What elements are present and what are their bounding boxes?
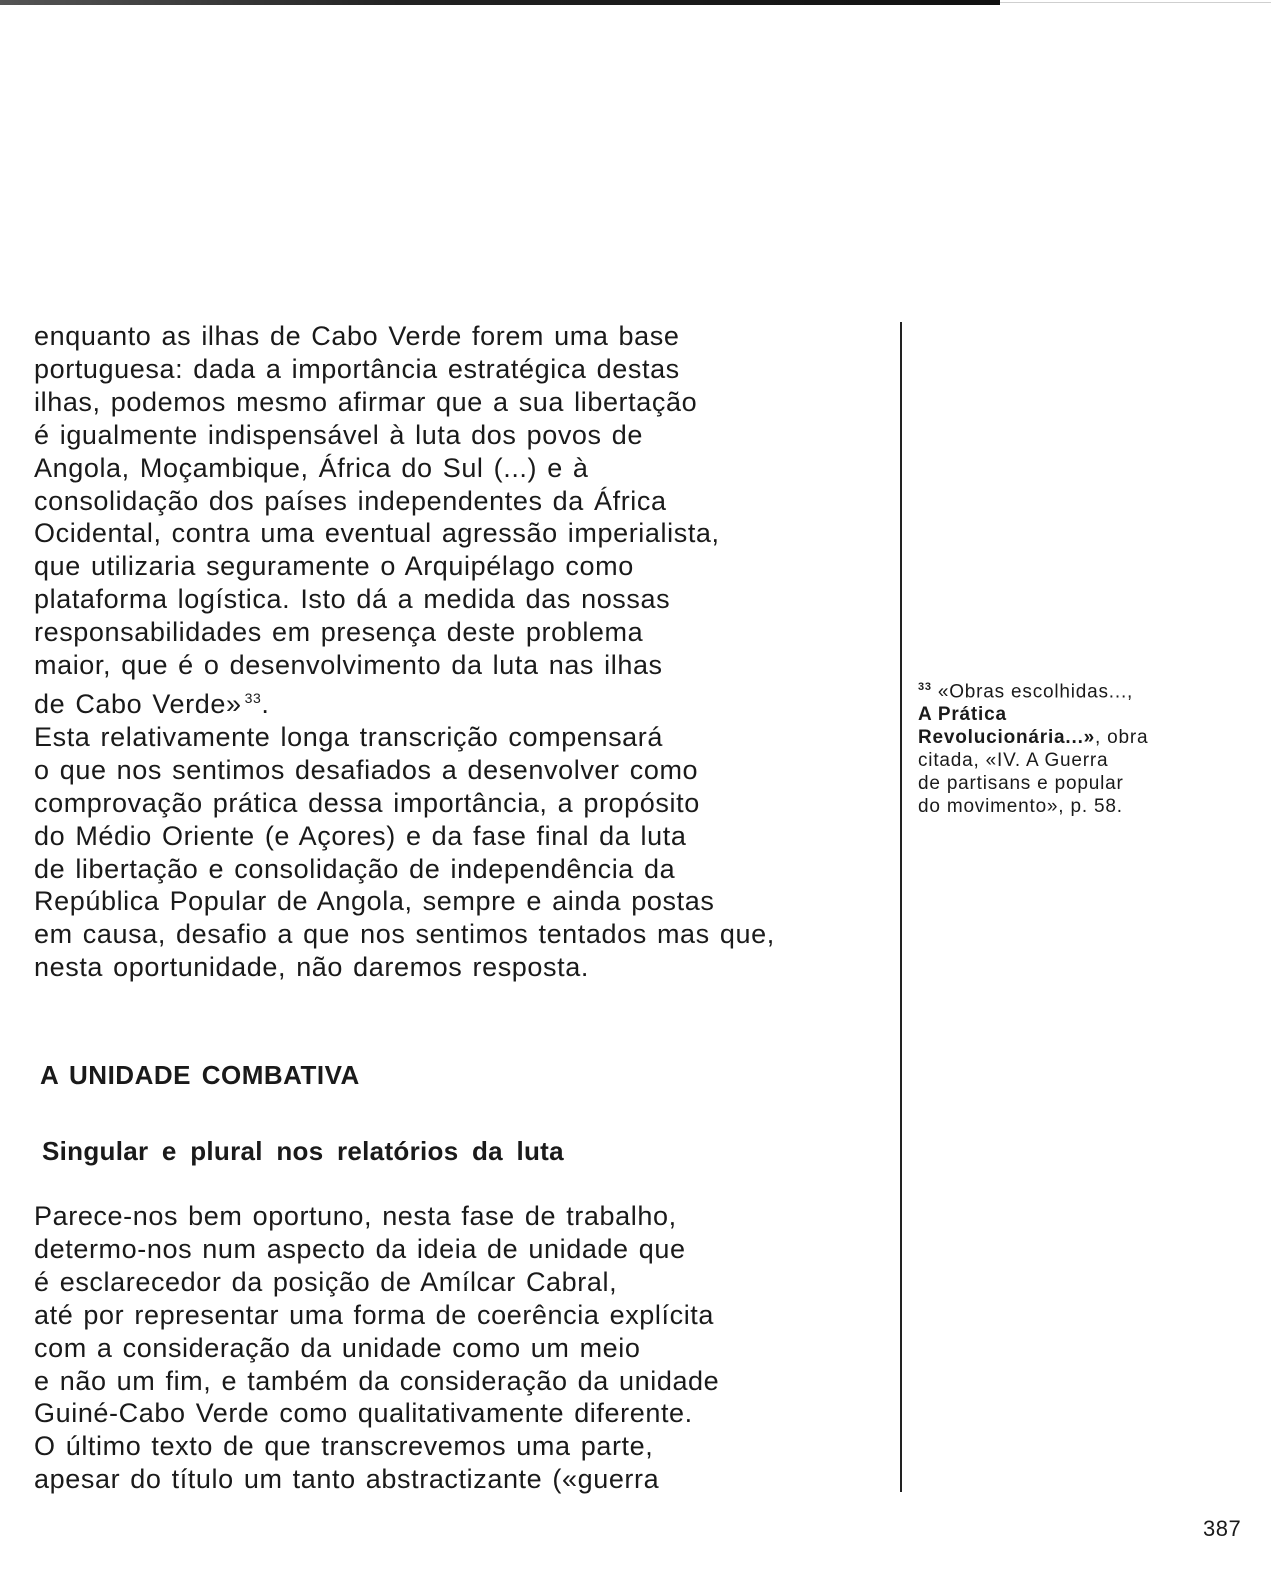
text-line: responsabilidades em presença deste problema (34, 617, 644, 648)
text-line: com a consideração da unidade como um meio (34, 1332, 641, 1363)
text-line: nesta oportunidade, não daremos resposta. (34, 952, 589, 983)
text-line: Angola, Moçambique, África do Sul (...) e à (34, 452, 589, 483)
page-number: 387 (1203, 1516, 1242, 1541)
footnote-line: de partisans e popular (918, 773, 1124, 795)
text-line: O último texto de que transcrevemos uma parte, (34, 1431, 654, 1462)
text-line: o que nos sentimos desafiados a desenvolver como (34, 754, 699, 785)
text-line: é igualmente indispensável à luta dos povos de (34, 419, 643, 450)
subsection-heading: Singular e plural nos relatórios da luta (42, 1136, 564, 1166)
text-line: e não um fim, e também da consideração da unidade (34, 1365, 720, 1396)
text-line: maior, que é o desenvolvimento da luta nas ilhas (34, 650, 663, 681)
text-line: plataforma logística. Isto dá a medida das nossas (34, 584, 671, 615)
footnote-line: citada, «IV. A Guerra (918, 750, 1109, 772)
text-line: determo-nos num aspecto da ideia de unidade que (34, 1233, 686, 1264)
main-text-block-lower (34, 1200, 884, 1496)
section-heading: A UNIDADE COMBATIVA (40, 1060, 360, 1090)
text-line: República Popular de Angola, sempre e ainda postas (34, 886, 715, 917)
text-line: em causa, desafio a que nos sentimos tentados mas que, (34, 919, 775, 950)
footnote-text: «Obras escolhidas..., (937, 681, 1134, 703)
text-line: enquanto as ilhas de Cabo Verde forem uma base (34, 321, 680, 351)
text-line: ilhas, podemos mesmo afirmar que a sua libertação (34, 386, 698, 417)
text-line: consolidação dos países independentes da África (34, 485, 667, 516)
text-line: Esta relativamente longa transcrição compensará (34, 721, 663, 752)
text-line: portuguesa: dada a importância estratégica destas (34, 353, 680, 384)
scan-edge-bar (0, 0, 1000, 5)
footnote-line (918, 726, 1218, 749)
text-line: comprovação prática dessa importância, a propósito (34, 787, 700, 818)
quote-end-punctuation: . (261, 688, 270, 719)
footnote-33 (918, 676, 1218, 818)
text-line: até por representar uma forma de coerência explícita (34, 1299, 715, 1330)
text-line: é esclarecedor da posição de Amílcar Cabral, (34, 1266, 618, 1297)
footnote-text: , obra (1095, 727, 1149, 749)
text-line: de libertação e consolidação de independência da (34, 853, 676, 884)
footnote-reference[interactable]: 33 (244, 689, 262, 706)
footnote-line (918, 676, 1218, 703)
scan-edge-line (1000, 2, 1271, 3)
quote-end-text: de Cabo Verde» (34, 688, 242, 719)
main-text-block-upper (34, 320, 884, 984)
text-line: do Médio Oriente (e Açores) e da fase final da luta (34, 820, 687, 851)
column-divider (900, 322, 902, 1492)
text-line: Parece-nos bem oportuno, nesta fase de trabalho, (34, 1201, 677, 1231)
text-line: apesar do título um tanto abstractizante («guerra (34, 1464, 660, 1495)
text-line: Ocidental, contra uma eventual agressão imperialista, (34, 518, 720, 549)
quote-end-line (34, 682, 884, 721)
text-line: Guiné-Cabo Verde como qualitativamente diferente. (34, 1398, 693, 1429)
text-line: que utilizaria seguramente o Arquipélago como (34, 551, 634, 582)
footnote-line: A Prática (918, 704, 1007, 726)
footnote-line: do movimento», p. 58. (918, 796, 1123, 818)
footnote-marker: 33 (918, 681, 932, 693)
footnote-title: Revolucionária...» (918, 727, 1096, 749)
